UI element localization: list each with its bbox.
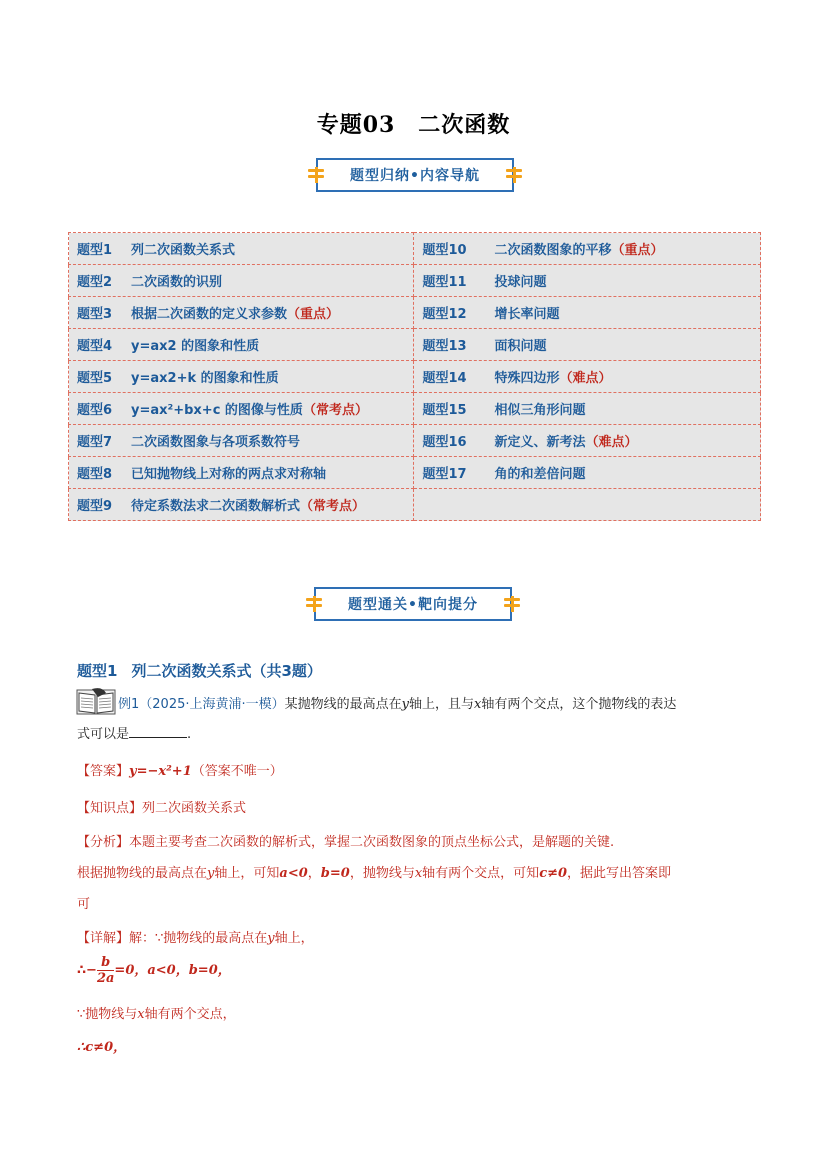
topic-table (68, 232, 761, 521)
topic-cell (69, 457, 414, 489)
topic-title: y=ax2+k 的图象和性质 (131, 371, 279, 386)
topic-tag: （难点） (585, 435, 638, 450)
topic-row (69, 393, 761, 425)
topic-title: 二次函数图象的平移 (494, 243, 612, 258)
topic-row (69, 329, 761, 361)
topic-number: 题型7 (77, 435, 113, 450)
analysis-line: 【分析】本题主要考查二次函数的解析式，掌握二次函数图象的顶点坐标公式，是解题的关键. (77, 835, 615, 850)
topic-cell (414, 329, 761, 361)
topic-row (69, 489, 761, 521)
detail-line-2: ∴− $\frac{b}{2a}$ =0，a<0，b=0， (77, 955, 231, 986)
topic-number: 题型17 (422, 467, 467, 482)
topic-number: 题型8 (77, 467, 113, 482)
topic-cell (69, 393, 414, 425)
topic-number: 题型1 (77, 243, 113, 258)
topic-cell (414, 489, 761, 521)
topic-cell (414, 393, 761, 425)
fraction: $\frac{b}{2a}$ (96, 955, 115, 986)
detail-line-4: ∴c≠0， (77, 1040, 127, 1055)
analysis-line-2: 根据抛物线的最高点在y轴上，可知a<0，b=0，抛物线与x轴有两个交点，可知c≠0，据此写出答案即 (77, 866, 672, 881)
topic-tag: （常考点） (302, 403, 368, 418)
topic-cell (69, 329, 414, 361)
topic-title: y=ax²+bx+c 的图像与性质 (131, 403, 303, 418)
topic-cell (414, 297, 761, 329)
answer-blank (129, 725, 187, 738)
decoration-icon (506, 169, 522, 183)
topic-cell (414, 265, 761, 297)
example-question-cont: 式可以是 . (77, 727, 192, 742)
topic-number: 题型13 (422, 339, 467, 354)
topic-cell (69, 425, 414, 457)
topic-cell (69, 297, 414, 329)
topic-cell (69, 361, 414, 393)
topic-number: 题型6 (77, 403, 113, 418)
topic-cell (69, 265, 414, 297)
topic-row (69, 457, 761, 489)
topic-title: 已知抛物线上对称的两点求对称轴 (131, 467, 327, 482)
knowledge-line: 【知识点】列二次函数关系式 (77, 801, 247, 816)
decoration-icon (306, 598, 322, 612)
topic-title: 待定系数法求二次函数解析式 (131, 499, 301, 514)
topic-number: 题型12 (422, 307, 467, 322)
topic-title: 特殊四边形 (494, 371, 560, 386)
banner-title: 题型归纳•内容导航 (350, 168, 480, 184)
detail-line-1: 【详解】解：∵抛物线的最高点在y轴上， (77, 931, 314, 946)
topic-number: 题型15 (422, 403, 467, 418)
topic-number: 题型2 (77, 275, 113, 290)
topic-cell (69, 489, 414, 521)
practice-banner (314, 587, 512, 621)
topic-tag: （常考点） (300, 499, 366, 514)
topic-number: 题型14 (422, 371, 467, 386)
decoration-icon (504, 598, 520, 612)
topic-number: 题型3 (77, 307, 113, 322)
topic-cell (414, 233, 761, 265)
topic-tag: （难点） (559, 371, 612, 386)
topic-title: 角的和差倍问题 (494, 467, 586, 482)
topic-title: 面积问题 (494, 339, 547, 354)
answer-line: 【答案】y=−x²+1（答案不唯一） (77, 764, 283, 779)
analysis-line-3: 可 (77, 897, 91, 912)
topic-title: 增长率问题 (494, 307, 560, 322)
topic-title: 相似三角形问题 (494, 403, 586, 418)
topic-title: 二次函数的识别 (131, 275, 223, 290)
banner-title: 题型通关•靶向提分 (348, 597, 478, 613)
topic-title: 新定义、新考法 (494, 435, 586, 450)
topic-tag: （重点） (611, 243, 664, 258)
topic-number: 题型4 (77, 339, 113, 354)
topic-title: 列二次函数关系式 (131, 243, 236, 258)
section-heading: 题型1 列二次函数关系式（共3题） (77, 662, 322, 680)
topic-tag: （重点） (287, 307, 340, 322)
topic-row (69, 265, 761, 297)
topic-row (69, 425, 761, 457)
topic-row (69, 297, 761, 329)
topic-number: 题型10 (422, 243, 467, 258)
content-nav-banner (316, 158, 514, 192)
book-icon (76, 687, 116, 717)
topic-cell (414, 457, 761, 489)
example-question: 例1（2025·上海黄浦·一模）某抛物线的最高点在y轴上，且与x轴有两个交点，这个抛物线的表达 (118, 697, 677, 712)
topic-cell (69, 233, 414, 265)
topic-row (69, 361, 761, 393)
topic-cell (414, 361, 761, 393)
page-title: 专题03 二次函数 (316, 112, 511, 138)
topic-number: 题型5 (77, 371, 113, 386)
topic-title: 根据二次函数的定义求参数 (131, 307, 288, 322)
detail-line-3: ∵抛物线与x轴有两个交点， (77, 1007, 236, 1022)
topic-number: 题型16 (422, 435, 467, 450)
decoration-icon (308, 169, 324, 183)
topic-title: 投球问题 (494, 275, 547, 290)
topic-number: 题型11 (422, 275, 467, 290)
topic-title: y=ax2 的图象和性质 (131, 339, 260, 354)
topic-cell (414, 425, 761, 457)
topic-number: 题型9 (77, 499, 113, 514)
topic-title: 二次函数图象与各项系数符号 (131, 435, 301, 450)
topic-row (69, 233, 761, 265)
